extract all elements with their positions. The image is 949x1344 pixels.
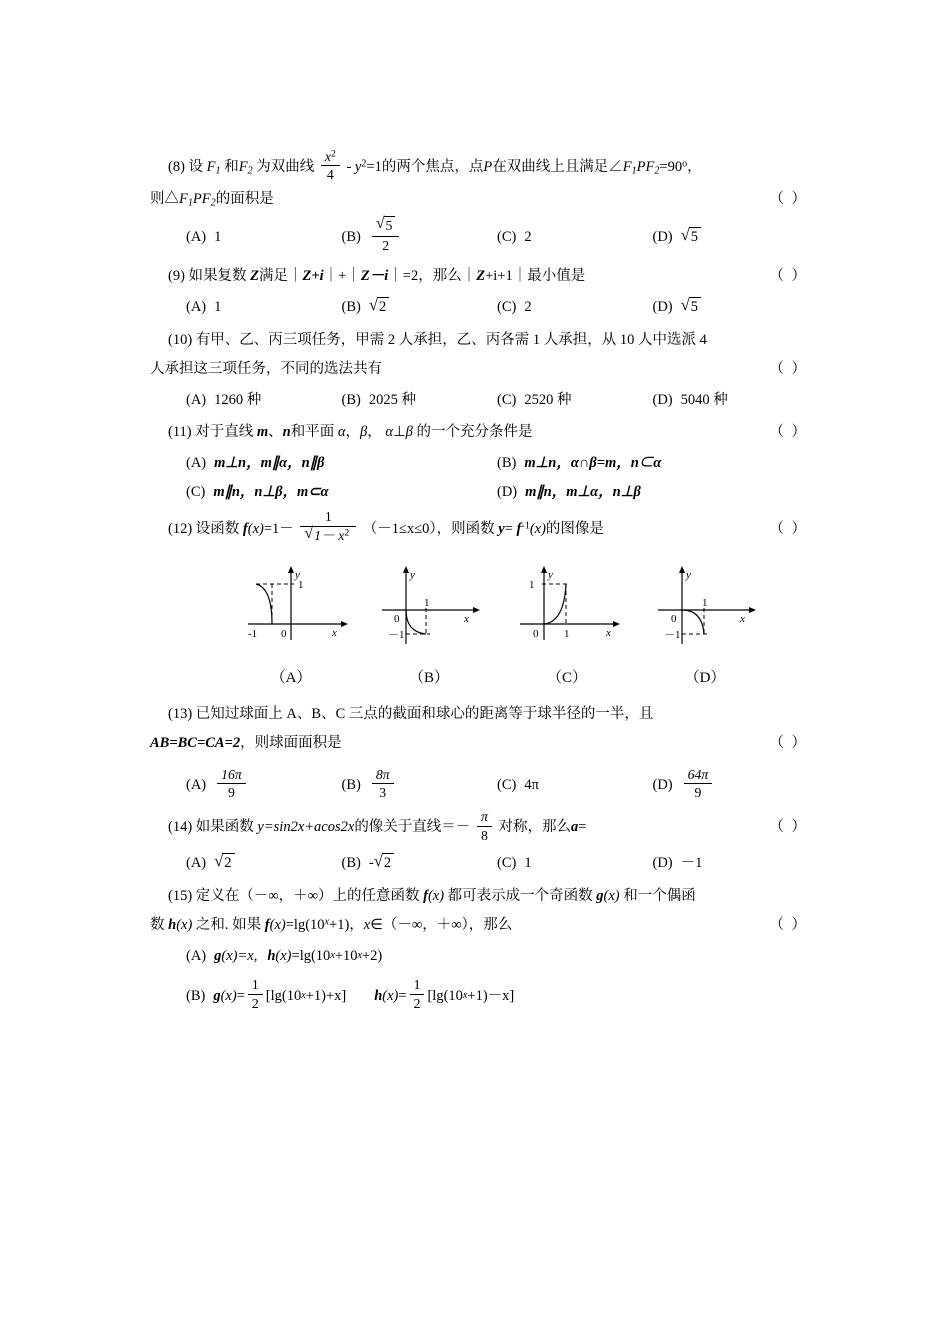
option-b[interactable]: (B) 2025 种 bbox=[341, 391, 416, 408]
question-15-number: (15) bbox=[168, 887, 193, 904]
question-13 bbox=[150, 700, 808, 803]
option-a[interactable]: (A) g (x) =x, h (x) =lg(10 x +10 x +2) bbox=[186, 947, 383, 964]
graph-d-svg bbox=[640, 562, 770, 657]
sqrt-2: √ 2 bbox=[369, 297, 389, 317]
question-12 bbox=[168, 511, 808, 690]
fraction-1-over-sqrt: 1 √ $1- x^2$ bbox=[300, 508, 356, 546]
option-b[interactable]: (B) √ 2 bbox=[342, 295, 498, 320]
option-a[interactable]: (A) m⊥n，m∥α，n∥β bbox=[186, 455, 325, 472]
option-a[interactable]: (A) $\frac{16\pi}{9}$ bbox=[186, 768, 342, 803]
svg-text:0: 0 bbox=[533, 628, 539, 641]
question-14-answer-blank: （ ） bbox=[769, 819, 808, 836]
question-11-number: (11) bbox=[168, 424, 192, 441]
svg-text:x: x bbox=[740, 613, 745, 626]
graph-c-svg bbox=[502, 562, 632, 657]
question-12-stem: （ ） (12) 设函数 f(x)=1－ 1 √ $1- x^2$ （－1≤x≤0），则函数 $y= f^{-1}(x)$的图像是 bbox=[168, 511, 808, 549]
svg-text:0: 0 bbox=[394, 613, 400, 626]
question-11-stem: （ ） (11) 对于直线 m、n和平面 α，β， α⊥β 的一个充分条件是 bbox=[168, 418, 808, 447]
sqrt-2: √ 2 bbox=[374, 853, 394, 873]
fraction-x2-over-4: $\frac{x^2}{4}$ bbox=[321, 148, 340, 183]
svg-text:y: y bbox=[295, 569, 300, 582]
svg-text:y: y bbox=[686, 569, 691, 582]
option-c[interactable]: (C) 2 bbox=[497, 298, 532, 315]
option-c[interactable]: (C) 2 bbox=[497, 228, 532, 245]
question-12-graphs bbox=[168, 562, 808, 690]
svg-text:1: 1 bbox=[424, 597, 430, 610]
question-8-options bbox=[168, 215, 808, 256]
question-10-stem-line1: (10) 有甲、乙、丙三项任务，甲需 2 人承担，乙、丙各需 1 人承担，从 10 人中选派 4 bbox=[168, 331, 707, 348]
question-11-answer-blank: （ ） bbox=[769, 424, 808, 441]
question-8-answer-blank: （ ） bbox=[769, 191, 808, 208]
svg-text:1: 1 bbox=[564, 628, 570, 641]
question-15-option-a-row bbox=[168, 944, 808, 969]
graph-b-svg bbox=[364, 562, 494, 657]
graph-option-b[interactable] bbox=[364, 562, 494, 690]
option-c[interactable]: (C) m∥n，n⊥β，m⊂α bbox=[186, 483, 329, 500]
question-11 bbox=[168, 418, 808, 504]
svg-text:y: y bbox=[410, 569, 415, 582]
option-d[interactable]: (D) $\frac{64\pi}{9}$ bbox=[653, 768, 809, 803]
option-d[interactable]: (D) √ 5 bbox=[653, 295, 809, 320]
question-14 bbox=[168, 809, 808, 875]
option-b[interactable]: (B) $\frac{8\pi}{3}$ bbox=[342, 768, 498, 803]
option-d[interactable]: (D) －1 bbox=[652, 855, 703, 872]
graph-d-label: （D） bbox=[684, 669, 726, 686]
graph-option-c[interactable] bbox=[502, 562, 632, 690]
fraction-1-over-2: $\frac{1}{2}$ bbox=[248, 976, 263, 1011]
svg-text:y: y bbox=[548, 569, 553, 582]
question-9-options bbox=[168, 295, 808, 320]
question-11-options-row2 bbox=[168, 480, 808, 505]
question-9-stem: （ ） (9) 如果复数 Z满足｜Z+i｜+｜Z－i｜=2，那么｜Z+i+1｜最小值是 bbox=[168, 262, 808, 291]
option-c[interactable]: (C) 4π bbox=[497, 777, 539, 794]
graph-c-label: （C） bbox=[546, 669, 587, 686]
svg-text:0: 0 bbox=[281, 628, 287, 641]
question-15-stem-line1: (15) 定义在（－∞，＋∞）上的任意函数 f(x) 都可表示成一个奇函数 g(x) 和一个偶函 bbox=[168, 887, 696, 904]
question-8 bbox=[150, 148, 808, 256]
option-d[interactable]: (D) √ 5 bbox=[653, 218, 809, 256]
graph-b-label: （B） bbox=[408, 669, 449, 686]
question-15-option-b-row bbox=[168, 978, 808, 1013]
question-8-stem: (8) 设 $F_1$ 和$F_2$ 为双曲线 $\frac{x^2}{4}$ - $y^2=1$的两个焦点，点P在双曲线上且满足$\angle F_1PF_2=90^o$， bbox=[168, 148, 702, 183]
svg-text:x: x bbox=[464, 613, 469, 626]
svg-text:－1: －1 bbox=[664, 629, 681, 642]
graph-a-label: （A） bbox=[270, 669, 312, 686]
question-10-answer-blank: （ ） bbox=[769, 360, 808, 377]
svg-text:1: 1 bbox=[298, 579, 304, 592]
svg-text:0: 0 bbox=[671, 613, 677, 626]
option-b[interactable]: (B) √ 5 2 bbox=[342, 218, 498, 256]
question-10-stem-line2: （ ） 人承担这三项任务，不同的选法共有 bbox=[150, 355, 808, 384]
svg-text:x: x bbox=[606, 627, 611, 640]
question-9 bbox=[168, 262, 808, 320]
fraction-16pi-over-9: $\frac{16\pi}{9}$ bbox=[217, 766, 246, 801]
option-a[interactable]: (A) 1260 种 bbox=[186, 391, 262, 408]
option-a[interactable]: (A) √ 2 bbox=[186, 851, 342, 876]
sqrt-5: √ 5 bbox=[681, 227, 701, 247]
question-10-options bbox=[168, 388, 808, 413]
svg-text:1: 1 bbox=[702, 597, 708, 610]
fraction-8pi-over-3: $\frac{8\pi}{3}$ bbox=[372, 766, 394, 801]
sqrt-2: √ 2 bbox=[214, 853, 234, 873]
question-14-number: (14) bbox=[168, 819, 193, 836]
question-14-stem: （ ） (14) 如果函数 y=sin2x+acos2x的像关于直线＝－ $\frac{\pi}{8}$ 对称，那么a= bbox=[168, 809, 808, 847]
question-13-stem-line2: （ ） AB=BC=CA=2，则球面面积是 bbox=[150, 729, 808, 758]
fraction-pi-over-8: $\frac{\pi}{8}$ bbox=[477, 808, 492, 843]
question-13-stem-line1: (13) 已知过球面上 A、B、C 三点的截面和球心的距离等于球半径的一半，且 bbox=[168, 706, 654, 722]
question-15-stem-line2: （ ） 数 h(x) 之和. 如果 $f(x)=\lg(10^x+1)$，x∈（－∞，＋∞），那么 bbox=[150, 911, 808, 940]
svg-text:－1: －1 bbox=[388, 629, 405, 642]
question-11-options-row1 bbox=[168, 451, 808, 476]
graph-option-d[interactable] bbox=[640, 562, 770, 690]
option-b[interactable]: (B) g (x) = $\frac{1}{2}$ [lg(10 x +1)+x] h (x) = $\frac{1}{2}$ [lg(10 x +1)－x] bbox=[186, 977, 515, 1011]
question-9-answer-blank: （ ） bbox=[769, 267, 808, 284]
question-14-options bbox=[168, 851, 808, 876]
question-10-number: (10) bbox=[168, 331, 193, 348]
question-13-options bbox=[168, 768, 808, 803]
question-9-number: (9) bbox=[168, 267, 185, 284]
question-12-answer-blank: （ ） bbox=[769, 520, 808, 537]
option-c[interactable]: (C) 1 bbox=[497, 855, 532, 872]
option-a[interactable]: (A) 1 bbox=[186, 228, 222, 245]
svg-text:-1: -1 bbox=[248, 628, 258, 641]
sqrt-5: √ 5 bbox=[681, 297, 701, 317]
question-13-answer-blank: （ ） bbox=[769, 735, 808, 751]
question-10 bbox=[150, 326, 808, 413]
svg-text:1: 1 bbox=[529, 579, 535, 592]
option-a[interactable]: (A) 1 bbox=[186, 298, 222, 315]
fraction-sqrt5-over-2: √ 5 2 bbox=[372, 216, 400, 254]
question-8-number: (8) bbox=[168, 159, 185, 176]
graph-option-a[interactable] bbox=[226, 562, 356, 690]
option-b[interactable]: (B) m⊥n，α∩β=m，n⊂α bbox=[497, 455, 662, 472]
svg-text:x: x bbox=[332, 627, 337, 640]
option-d[interactable]: (D) m∥n，m⊥α，n⊥β bbox=[497, 483, 641, 500]
fraction-1-over-2: $\frac{1}{2}$ bbox=[410, 976, 425, 1011]
fraction-64pi-over-9: $\frac{64\pi}{9}$ bbox=[684, 766, 713, 801]
option-b[interactable]: (B) - √ 2 bbox=[342, 851, 498, 876]
question-8-stem-line2: （ ） 则$\triangle F_1PF_2$的面积是 bbox=[150, 185, 808, 214]
question-15-answer-blank: （ ） bbox=[769, 916, 808, 933]
question-13-number: (13) bbox=[168, 706, 193, 722]
exam-content bbox=[150, 148, 808, 1020]
option-c[interactable]: (C) 2520 种 bbox=[497, 391, 572, 408]
graph-a-svg bbox=[226, 562, 356, 657]
option-d[interactable]: (D) 5040 种 bbox=[652, 391, 728, 408]
question-15 bbox=[150, 882, 808, 1014]
question-12-number: (12) bbox=[168, 520, 193, 537]
